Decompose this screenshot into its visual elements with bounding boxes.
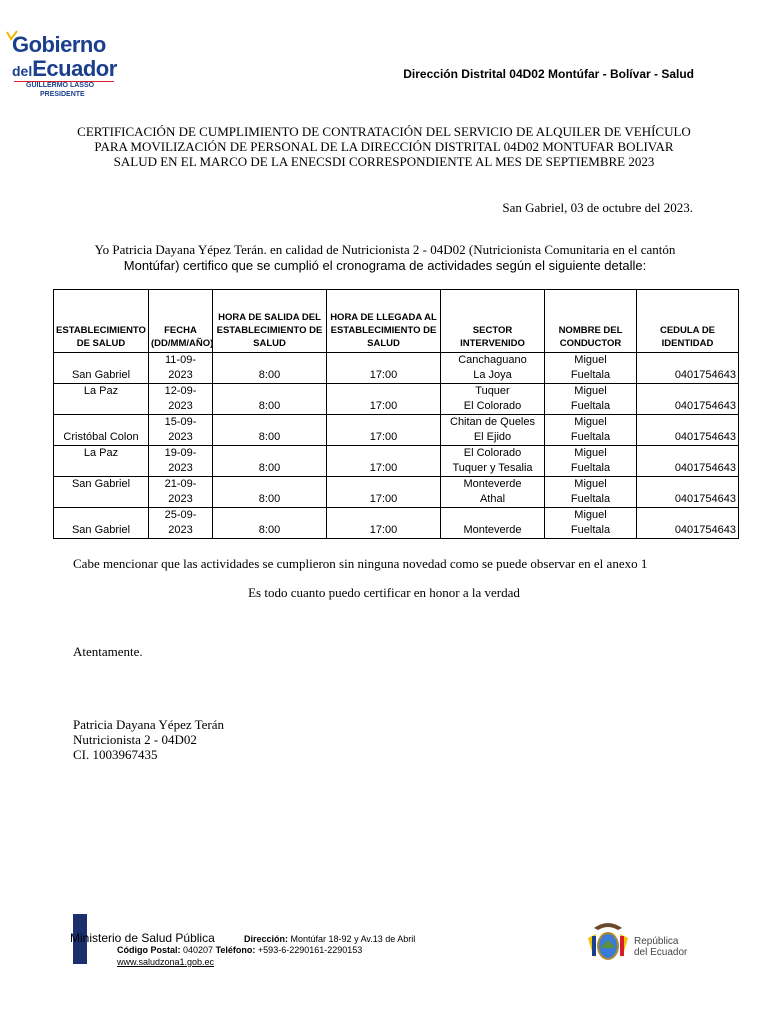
footer-address (244, 934, 415, 944)
cell-llegada: 17:00 (327, 508, 441, 539)
cell-fecha-day: 21-09- (164, 478, 197, 490)
cell-fecha-year: 2023 (168, 400, 193, 412)
cell-salida: 8:00 (213, 353, 327, 384)
header-cedula: CEDULA DE IDENTIDAD (637, 290, 739, 353)
cell-fecha (149, 415, 213, 446)
cell-fecha-day: 25-09- (164, 509, 197, 521)
cell-sector-1: Chitan de Queles (450, 416, 535, 428)
cell-conductor (545, 353, 637, 384)
logo-text-del: del (12, 63, 33, 79)
cell-fecha (149, 384, 213, 415)
cell-cedula: 0401754643 (637, 477, 739, 508)
table-row (54, 477, 739, 508)
table-row (54, 508, 739, 539)
intro-line-2: Montúfar) certifico que se cumplió el cronograma de actividades según el siguiente detalle: (123, 258, 647, 273)
certify-paragraph: Es todo cuanto puedo certificar en honor a la verdad (248, 585, 520, 600)
logo-text-ecuador-word: Ecuador (32, 56, 117, 81)
cell-sector-2: El Colorado (463, 400, 522, 412)
header-establecimiento: ESTABLECIMIENTO DE SALUD (54, 290, 149, 353)
footer-address-label: Dirección: (244, 934, 289, 944)
cell-conductor-last: Fueltala (570, 524, 611, 536)
footer-phone-value: +593-6-2290161-2290153 (257, 945, 363, 955)
cell-sector-1: El Colorado (463, 447, 522, 459)
cell-conductor-last: Fueltala (570, 493, 611, 505)
header-sector: SECTOR INTERVENIDO (441, 290, 545, 353)
cell-conductor (545, 415, 637, 446)
closing-text: Atentamente. (73, 644, 143, 659)
cell-sector (441, 415, 545, 446)
cell-fecha (149, 508, 213, 539)
cell-sector (441, 353, 545, 384)
cell-sector-1: Tuquer (475, 385, 510, 397)
cell-establecimiento: San Gabriel (54, 353, 149, 384)
cell-fecha-year: 2023 (168, 431, 193, 443)
cell-salida: 8:00 (213, 384, 327, 415)
signature-role: Nutricionista 2 - 04D02 (73, 732, 197, 747)
cell-fecha (149, 477, 213, 508)
cell-llegada: 17:00 (327, 384, 441, 415)
place-date: San Gabriel, 03 de octubre del 2023. (502, 200, 693, 215)
cell-conductor-first: Miguel (574, 354, 607, 366)
cell-llegada: 17:00 (327, 353, 441, 384)
table-row (54, 384, 739, 415)
cell-establecimiento: San Gabriel (54, 477, 149, 508)
cell-conductor-first: Miguel (574, 478, 607, 490)
cell-conductor (545, 477, 637, 508)
signature-id: CI. 1003967435 (73, 747, 158, 762)
cell-salida: 8:00 (213, 446, 327, 477)
cell-sector (441, 446, 545, 477)
cell-conductor-first: Miguel (574, 447, 607, 459)
footer-postal-label: Código Postal: (117, 945, 181, 955)
footer-phone-label: Teléfono: (215, 945, 256, 955)
cell-cedula: 0401754643 (637, 446, 739, 477)
intro-line-1: Yo Patricia Dayana Yépez Terán. en calidad de Nutricionista 2 - 04D02 (Nutricionista Comunitaria en el cantón (94, 242, 676, 257)
ecuador-coat-of-arms-icon (584, 918, 632, 966)
cell-llegada: 17:00 (327, 477, 441, 508)
logo-text-ecuador (12, 56, 117, 82)
cell-sector-2: Athal (479, 493, 506, 505)
cell-fecha-day: 15-09- (164, 416, 197, 428)
cell-fecha-year: 2023 (168, 524, 193, 536)
table-row (54, 353, 739, 384)
cell-fecha-year: 2023 (168, 462, 193, 474)
cell-fecha-day: 11-09- (165, 354, 196, 366)
signature-block (73, 717, 224, 762)
cell-sector-1: Canchaguano (458, 354, 527, 366)
cell-sector (441, 384, 545, 415)
footer-ministry: Ministerio de Salud Pública (70, 931, 215, 945)
cell-cedula: 0401754643 (637, 508, 739, 539)
header-conductor: NOMBRE DEL CONDUCTOR (545, 290, 637, 353)
cell-conductor-last: Fueltala (570, 400, 611, 412)
cell-salida: 8:00 (213, 508, 327, 539)
cell-llegada: 17:00 (327, 415, 441, 446)
cell-conductor (545, 384, 637, 415)
republic-line-1: República (634, 936, 679, 947)
cell-sector-2: Monteverde (463, 524, 522, 536)
cell-cedula: 0401754643 (637, 415, 739, 446)
cell-conductor (545, 446, 637, 477)
cell-conductor-last: Fueltala (570, 369, 611, 381)
cell-sector-1: Monteverde (463, 478, 522, 490)
cell-sector (441, 477, 545, 508)
header-hora-llegada: HORA DE LLEGADA AL ESTABLECIMIENTO DE SALUD (327, 290, 441, 353)
footer-website-link[interactable]: www.saludzona1.gob.ec (117, 957, 215, 967)
logo-president-title: PRESIDENTE (40, 91, 85, 98)
cell-sector (441, 508, 545, 539)
footer-postal-phone (117, 945, 362, 955)
cell-cedula: 0401754643 (637, 384, 739, 415)
intro-paragraph (60, 242, 710, 274)
cell-establecimiento: La Paz (54, 384, 149, 415)
note-paragraph: Cabe mencionar que las actividades se cumplieron sin ninguna novedad como se puede observar en el anexo 1 (73, 556, 648, 571)
cell-fecha (149, 353, 213, 384)
cell-llegada: 17:00 (327, 446, 441, 477)
activities-table (53, 289, 739, 539)
gobierno-ecuador-logo (6, 30, 116, 100)
signature-name: Patricia Dayana Yépez Terán (73, 717, 225, 732)
header-fecha: FECHA (DD/MM/AÑO) (149, 290, 213, 353)
logo-text-gobierno: Gobierno (12, 32, 106, 57)
cell-conductor-last: Fueltala (570, 431, 611, 443)
cell-conductor-first: Miguel (574, 416, 607, 428)
cell-conductor-first: Miguel (574, 509, 607, 521)
table-header-row (54, 290, 739, 353)
document-title: CERTIFICACIÓN DE CUMPLIMIENTO DE CONTRATACIÓN DEL SERVICIO DE ALQUILER DE VEHÍCULO PARA MOVILIZACIÓN DE PERSONAL DE LA DIRECCIÓN DISTRITAL 04D02 MONTUFAR BOLIVAR SALUD EN EL MARCO DE LA ENECSDI CORRESPONDIENTE AL MES DE SEPTIEMBRE 2023 (77, 124, 691, 169)
footer-address-value: Montúfar 18-92 y Av.13 de Abril (290, 934, 416, 944)
cell-fecha-day: 12-09- (164, 385, 197, 397)
cell-sector-2: La Joya (473, 369, 512, 381)
table-row (54, 446, 739, 477)
cell-sector-2: Tuquer y Tesalia (452, 462, 533, 474)
cell-sector-2: El Ejido (473, 431, 512, 443)
republic-line-2: del Ecuador (634, 947, 688, 958)
cell-fecha (149, 446, 213, 477)
district-header: Dirección Distrital 04D02 Montúfar - Bolívar - Salud (403, 67, 694, 81)
cell-fecha-year: 2023 (168, 493, 193, 505)
logo-president-name: GUILLERMO LASSO (26, 82, 95, 89)
cell-conductor-first: Miguel (574, 385, 607, 397)
cell-fecha-year: 2023 (168, 369, 193, 381)
republica-del-ecuador-text (634, 936, 687, 958)
cell-salida: 8:00 (213, 415, 327, 446)
cell-establecimiento: La Paz (54, 446, 149, 477)
cell-conductor (545, 508, 637, 539)
cell-establecimiento: San Gabriel (54, 508, 149, 539)
cell-conductor-last: Fueltala (570, 462, 611, 474)
cell-salida: 8:00 (213, 477, 327, 508)
cell-establecimiento: Cristóbal Colon (54, 415, 149, 446)
footer-postal-value: 040207 (183, 945, 214, 955)
header-hora-salida: HORA DE SALIDA DEL ESTABLECIMIENTO DE SALUD (213, 290, 327, 353)
cell-fecha-day: 19-09- (164, 447, 197, 459)
cell-cedula: 0401754643 (637, 353, 739, 384)
table-row (54, 415, 739, 446)
